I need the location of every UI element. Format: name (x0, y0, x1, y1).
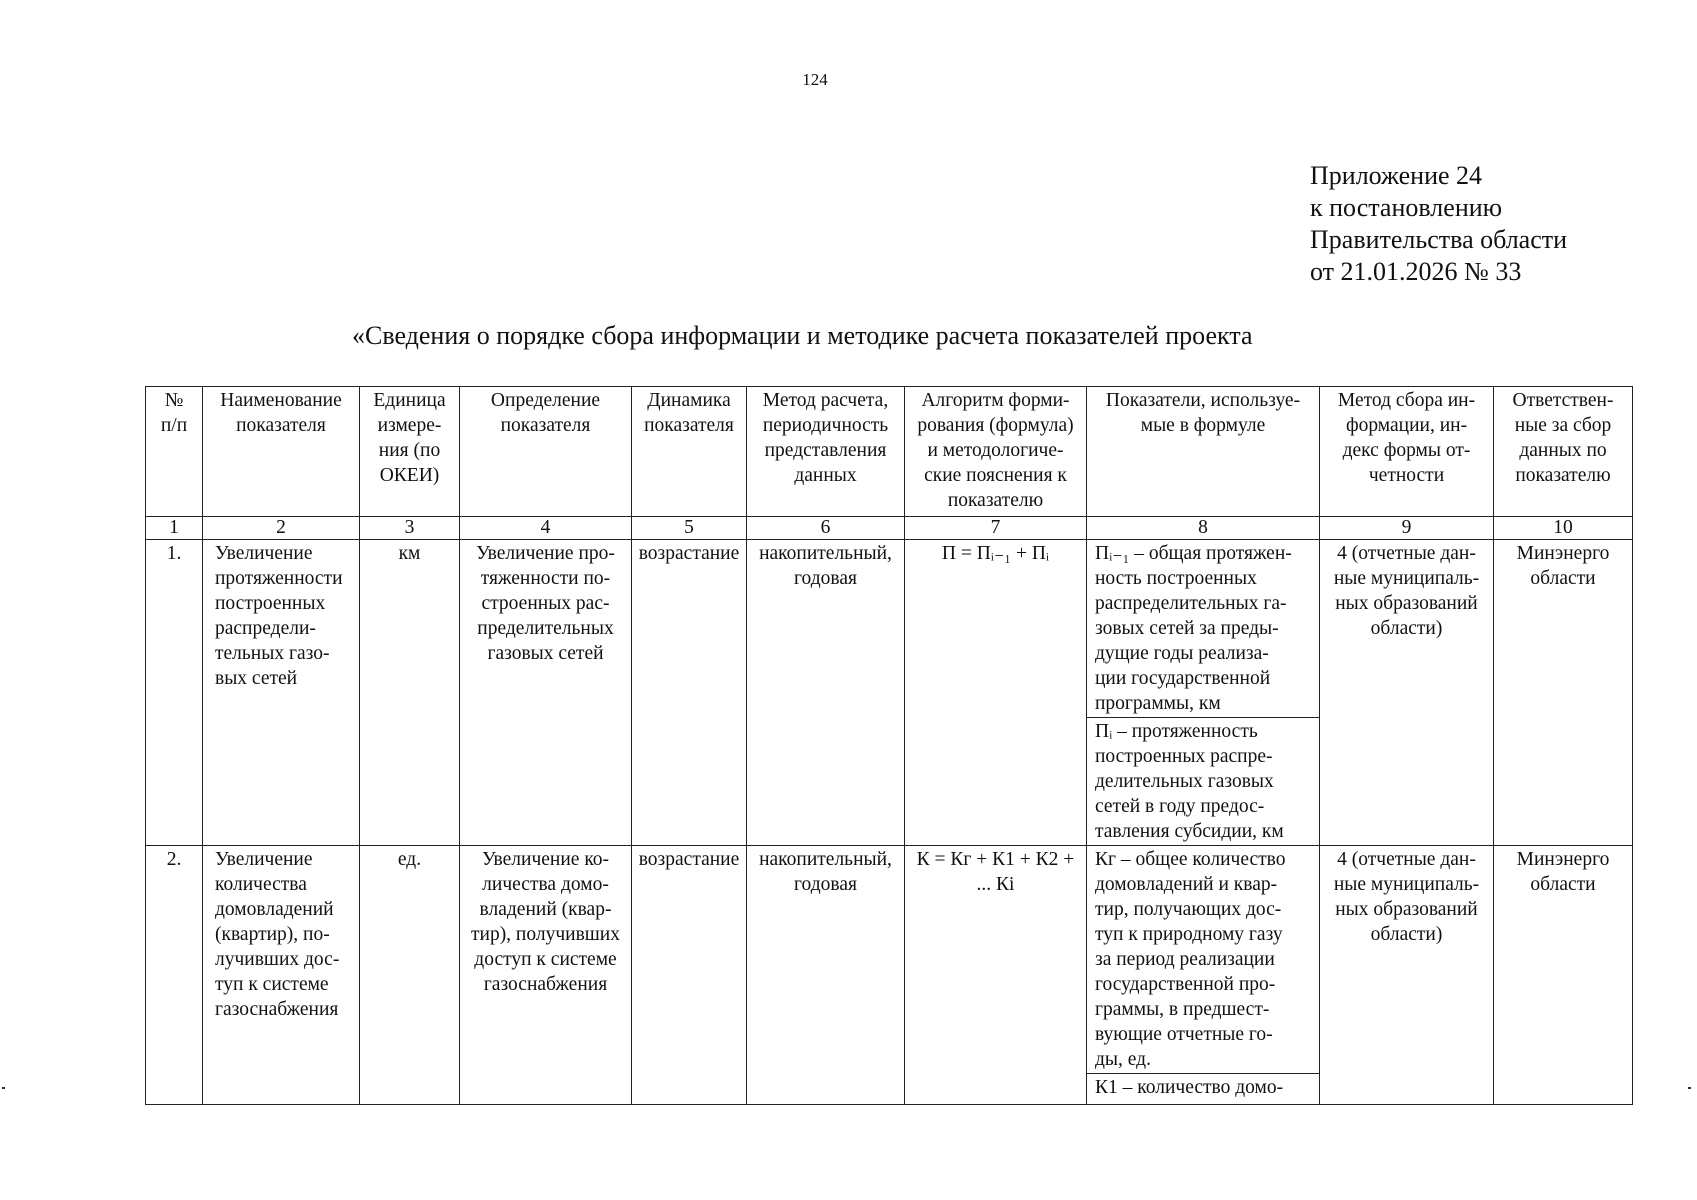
table-row (146, 846, 1633, 1105)
column-number-row (146, 517, 1633, 540)
formula-indicators (1087, 540, 1320, 846)
responsible: Минэнерго области (1494, 846, 1633, 1105)
header-cell: Динамика показателя (632, 387, 747, 517)
header-cell: Алгоритм форми- рования (формула) и методологиче- ские пояснения к показателю (905, 387, 1087, 517)
column-number: 10 (1494, 517, 1633, 540)
formula: К = Кг + К1 + К2 + ... Кi (905, 846, 1087, 1105)
column-number: 3 (360, 517, 460, 540)
responsible: Минэнерго области (1494, 540, 1633, 846)
indicator-dynamics: возрастание (632, 540, 747, 846)
document-title: «Сведения о порядке сбора информации и методике расчета показателей проекта (352, 321, 1253, 350)
formula-indicator: Кг – общее количество домовладений и квар- тир, получающих дос- туп к природному газу за период реализации государственной про- граммы, в предшест- вующие отчетные го- ды, ед. (1095, 849, 1286, 1070)
appendix-line: Правительства области (1310, 225, 1568, 254)
header-cell: № п/п (146, 387, 203, 517)
row-number: 1. (146, 540, 203, 846)
column-number: 2 (203, 517, 360, 540)
formula-indicators (1087, 846, 1320, 1105)
header-cell: Определение показателя (460, 387, 632, 517)
appendix-line: к постановлению (1310, 193, 1503, 222)
column-number: 1 (146, 517, 203, 540)
header-cell: Единица измере- ния (по ОКЕИ) (360, 387, 460, 517)
unit: ед. (360, 846, 460, 1105)
header-cell: Метод расчета, периодичность представления данных (747, 387, 905, 517)
header-cell: Показатели, используе- мые в формуле (1087, 387, 1320, 517)
appendix-block (1310, 160, 1567, 288)
header-cell: Метод сбора ин- формации, ин- декс формы от- четности (1320, 387, 1494, 517)
calculation-method: накопительный, годовая (747, 846, 905, 1105)
calculation-method: накопительный, годовая (747, 540, 905, 846)
header-cell: Наименование показателя (203, 387, 360, 517)
page-number: 124 (802, 70, 828, 89)
indicator-name: Увеличение протяженности построенных распредели- тельных газо- вых сетей (203, 540, 360, 846)
table-row (146, 540, 1633, 846)
indicator-definition: Увеличение ко- личества домо- владений (квар- тир), получивших доступ к системе газоснабжения (460, 846, 632, 1105)
indicators-table (145, 386, 1633, 1105)
scan-mark (1688, 1087, 1691, 1089)
formula-indicator: К1 – количество домо- (1087, 1073, 1319, 1101)
column-number: 6 (747, 517, 905, 540)
collection-method: 4 (отчетные дан- ные муниципаль- ных образований области) (1320, 540, 1494, 846)
column-number: 4 (460, 517, 632, 540)
formula-indicator: Пᵢ – протяженность построенных распре- делительных газовых сетей в году предос- тавления субсидии, км (1087, 717, 1319, 845)
scan-mark (2, 1087, 5, 1089)
header-row (146, 387, 1633, 517)
indicator-dynamics: возрастание (632, 846, 747, 1105)
indicator-name: Увеличение количества домовладений (квартир), по- лучивших дос- туп к системе газоснабжения (203, 846, 360, 1105)
indicator-definition: Увеличение про- тяженности по- строенных рас- пределительных газовых сетей (460, 540, 632, 846)
appendix-line: от 21.01.2026 № 33 (1310, 257, 1522, 286)
column-number: 8 (1087, 517, 1320, 540)
appendix-line: Приложение 24 (1310, 161, 1483, 190)
formula-indicator: Пᵢ₋₁ – общая протяжен- ность построенных распределительных га- зовых сетей за преды- дущие годы реализа- ции государственной программы, км (1095, 543, 1292, 714)
column-number: 9 (1320, 517, 1494, 540)
row-number: 2. (146, 846, 203, 1105)
unit: км (360, 540, 460, 846)
column-number: 7 (905, 517, 1087, 540)
header-cell: Ответствен- ные за сбор данных по показателю (1494, 387, 1633, 517)
collection-method: 4 (отчетные дан- ные муниципаль- ных образований области) (1320, 846, 1494, 1105)
column-number: 5 (632, 517, 747, 540)
formula: П = Пᵢ₋₁ + Пᵢ (905, 540, 1087, 846)
